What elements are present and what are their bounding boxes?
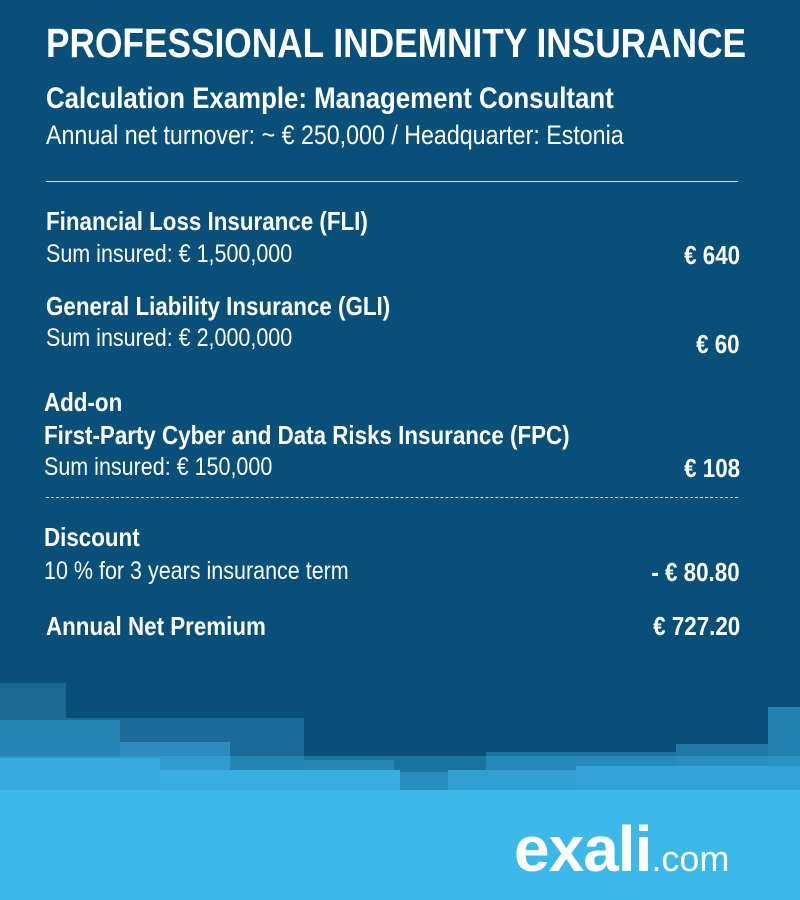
gli-sum-insured: Sum insured: € 2,000,000 — [46, 324, 293, 352]
addon-label: Add-on — [44, 387, 123, 417]
logo-wordmark: exali — [514, 813, 652, 885]
exali-logo — [514, 812, 729, 886]
discount-detail: 10 % for 3 years insurance term — [44, 557, 349, 585]
fli-title: Financial Loss Insurance (FLI) — [46, 206, 368, 236]
fpc-title: First-Party Cyber and Data Risks Insurance (FPC) — [44, 420, 570, 450]
logo-domain-suffix: .com — [651, 838, 730, 879]
example-subtitle: Calculation Example: Management Consultant — [46, 82, 614, 115]
discount-label: Discount — [44, 522, 140, 552]
gli-premium: € 60 — [696, 329, 740, 359]
company-details: Annual net turnover: ~ € 250,000 / Headquarter: Estonia — [46, 120, 624, 150]
page-title: PROFESSIONAL INDEMNITY INSURANCE — [46, 20, 747, 66]
discount-amount: - € 80.80 — [651, 557, 740, 587]
fpc-sum-insured: Sum insured: € 150,000 — [44, 453, 273, 481]
totals-divider — [46, 497, 738, 498]
total-label: Annual Net Premium — [46, 611, 266, 641]
total-amount: € 727.20 — [652, 611, 740, 641]
header-divider — [46, 181, 738, 182]
fpc-premium: € 108 — [684, 453, 740, 483]
fli-sum-insured: Sum insured: € 1,500,000 — [46, 240, 293, 268]
fli-premium: € 640 — [684, 240, 740, 270]
gli-title: General Liability Insurance (GLI) — [46, 291, 391, 321]
